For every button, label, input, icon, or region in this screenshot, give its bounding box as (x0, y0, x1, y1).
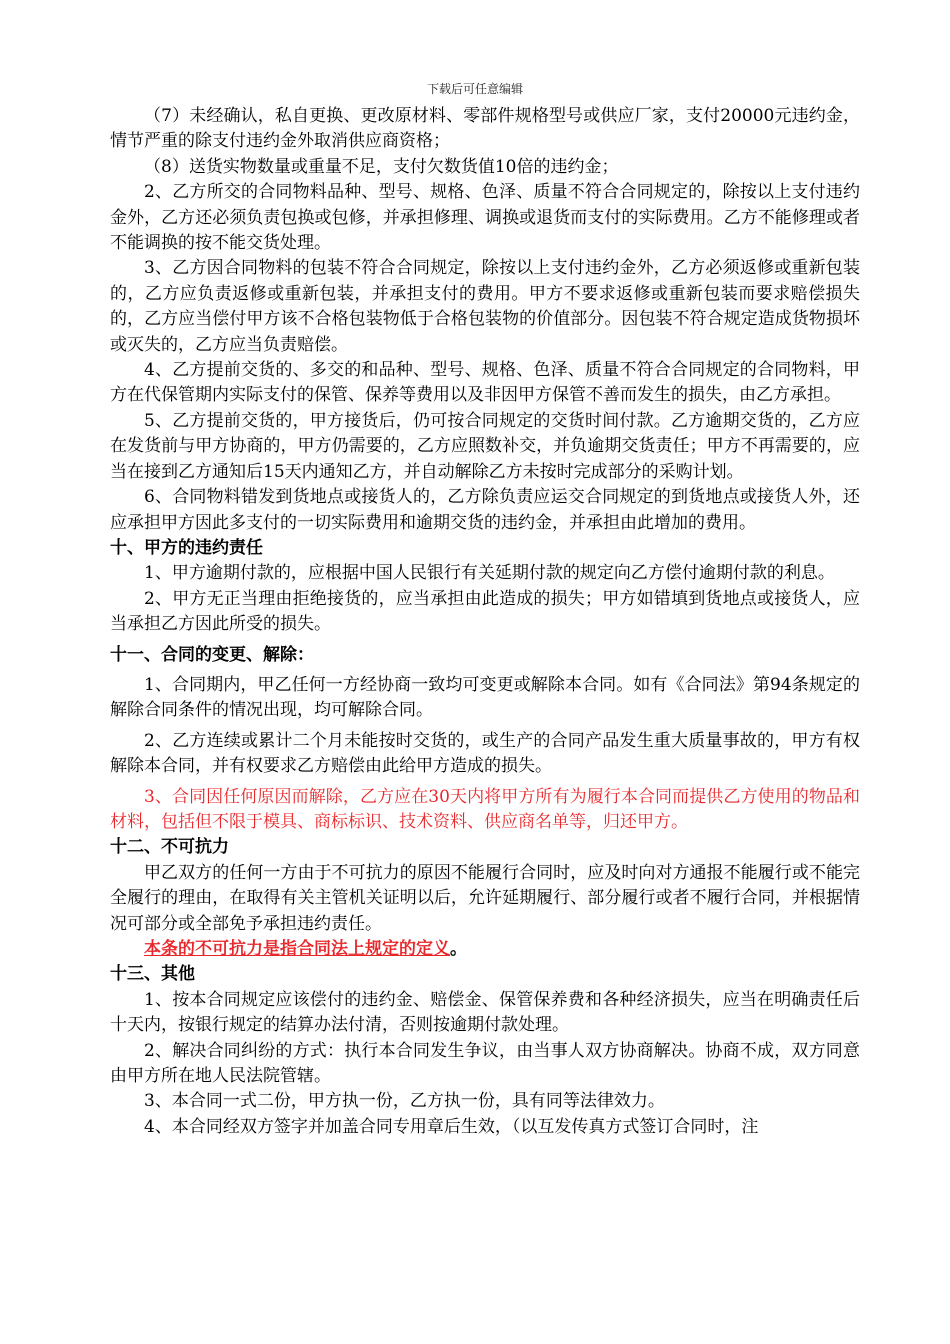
paragraph: （8）送货实物数量或重量不足，支付欠数货值10倍的违约金； (144, 156, 619, 177)
document-body (110, 104, 860, 1140)
paragraph: 2、乙方所交的合同物料品种、型号、规格、色泽、质量不符合合同规定的，除按以上支付违约金外，乙方还必须负责包换或包修，并承担修理、调换或退货而支付的实际费用。乙方不能修理或者不能调换的按不能交货处理。 (110, 182, 860, 254)
paragraph: 4、本合同经双方签字并加盖合同专用章后生效，（以互发传真方式签订合同时，注 (144, 1116, 759, 1137)
section-heading-11: 十一、合同的变更、解除： (110, 644, 314, 665)
section-heading-10: 十、甲方的违约责任 (110, 537, 263, 558)
red-underlined-note: 本条的不可抗力是指合同法上规定的定义 (144, 939, 450, 959)
paragraph: 1、按本合同规定应该偿付的违约金、赔偿金、保管保养费和各种经济损失，应当在明确责任后十天内，按银行规定的结算办法付清，否则按逾期付款处理。 (110, 989, 860, 1036)
paragraph: 5、乙方提前交货的，甲方接货后，仍可按合同规定的交货时间付款。乙方逾期交货的，乙方应在发货前与甲方协商的，甲方仍需要的，乙方应照数补交，并负逾期交货责任；甲方不再需要的，应当在接到乙方通知后15天内通知乙方，并自动解除乙方未按时完成部分的采购计划。 (110, 410, 860, 482)
paragraph: 6、合同物料错发到货地点或接货人的，乙方除负责应运交合同规定的到货地点或接货人外，还应承担甲方因此多支付的一切实际费用和逾期交货的违约金，并承担由此增加的费用。 (110, 487, 860, 533)
paragraph: 3、乙方因合同物料的包装不符合合同规定，除按以上支付违约金外，乙方必须返修或重新包装的，乙方应负责返修或重新包装，并承担支付的费用。甲方不要求返修或重新包装而要求赔偿损失的，乙方应当偿付甲方该不合格包装物低于合格包装物的价值部分。因包装不符合规定造成货物损坏或灭失的，乙方应当负责赔偿。 (110, 258, 860, 355)
note-period: 。 (450, 939, 467, 959)
paragraph: 2、甲方无正当理由拒绝接货的，应当承担由此造成的损失；甲方如错填到货地点或接货人，应当承担乙方因此所受的损失。 (110, 588, 860, 635)
paragraph: 4、乙方提前交货的、多交的和品种、型号、规格、色泽、质量不符合合同规定的合同物料，甲方在代保管期内实际支付的保管、保养等费用以及非因甲方保管不善而发生的损失，由乙方承担。 (110, 360, 860, 406)
force-majeure-note (110, 937, 860, 962)
paragraph: 3、本合同一式二份，甲方执一份，乙方执一份，具有同等法律效力。 (144, 1091, 665, 1112)
paragraph: （7）未经确认，私自更换、更改原材料、零部件规格型号或供应厂家，支付20000元违约金，情节严重的除支付违约金外取消供应商资格； (110, 106, 860, 152)
paragraph: 甲乙双方的任何一方由于不可抗力的原因不能履行合同时，应及时向对方通报不能履行或不能完全履行的理由，在取得有关主管机关证明以后，允许延期履行、部分履行或者不履行合同，并根据情况可部分或全部免予承担违约责任。 (110, 862, 860, 934)
section-heading-13: 十三、其他 (110, 964, 195, 985)
paragraph: 1、甲方逾期付款的，应根据中国人民银行有关延期付款的规定向乙方偿付逾期付款的利息。 (144, 563, 835, 584)
page-header: 下载后可任意编辑 (426, 82, 523, 96)
paragraph: 1、合同期内，甲乙任何一方经协商一致均可变更或解除本合同。如有《合同法》第94条规定的解除合同条件的情况出现，均可解除合同。 (110, 674, 860, 721)
red-paragraph: 3、合同因任何原因而解除，乙方应在30天内将甲方所有为履行本合同而提供乙方使用的物品和材料，包括但不限于模具、商标标识、技术资料、供应商名单等，归还甲方。 (110, 786, 860, 832)
section-heading-12: 十二、不可抗力 (110, 837, 229, 858)
paragraph: 2、解决合同纠纷的方式：执行本合同发生争议，由当事人双方协商解决。协商不成，双方同意由甲方所在地人民法院管辖。 (110, 1040, 860, 1087)
paragraph: 2、乙方连续或累计二个月未能按时交货的，或生产的合同产品发生重大质量事故的，甲方有权解除本合同，并有权要求乙方赔偿由此给甲方造成的损失。 (110, 730, 860, 777)
